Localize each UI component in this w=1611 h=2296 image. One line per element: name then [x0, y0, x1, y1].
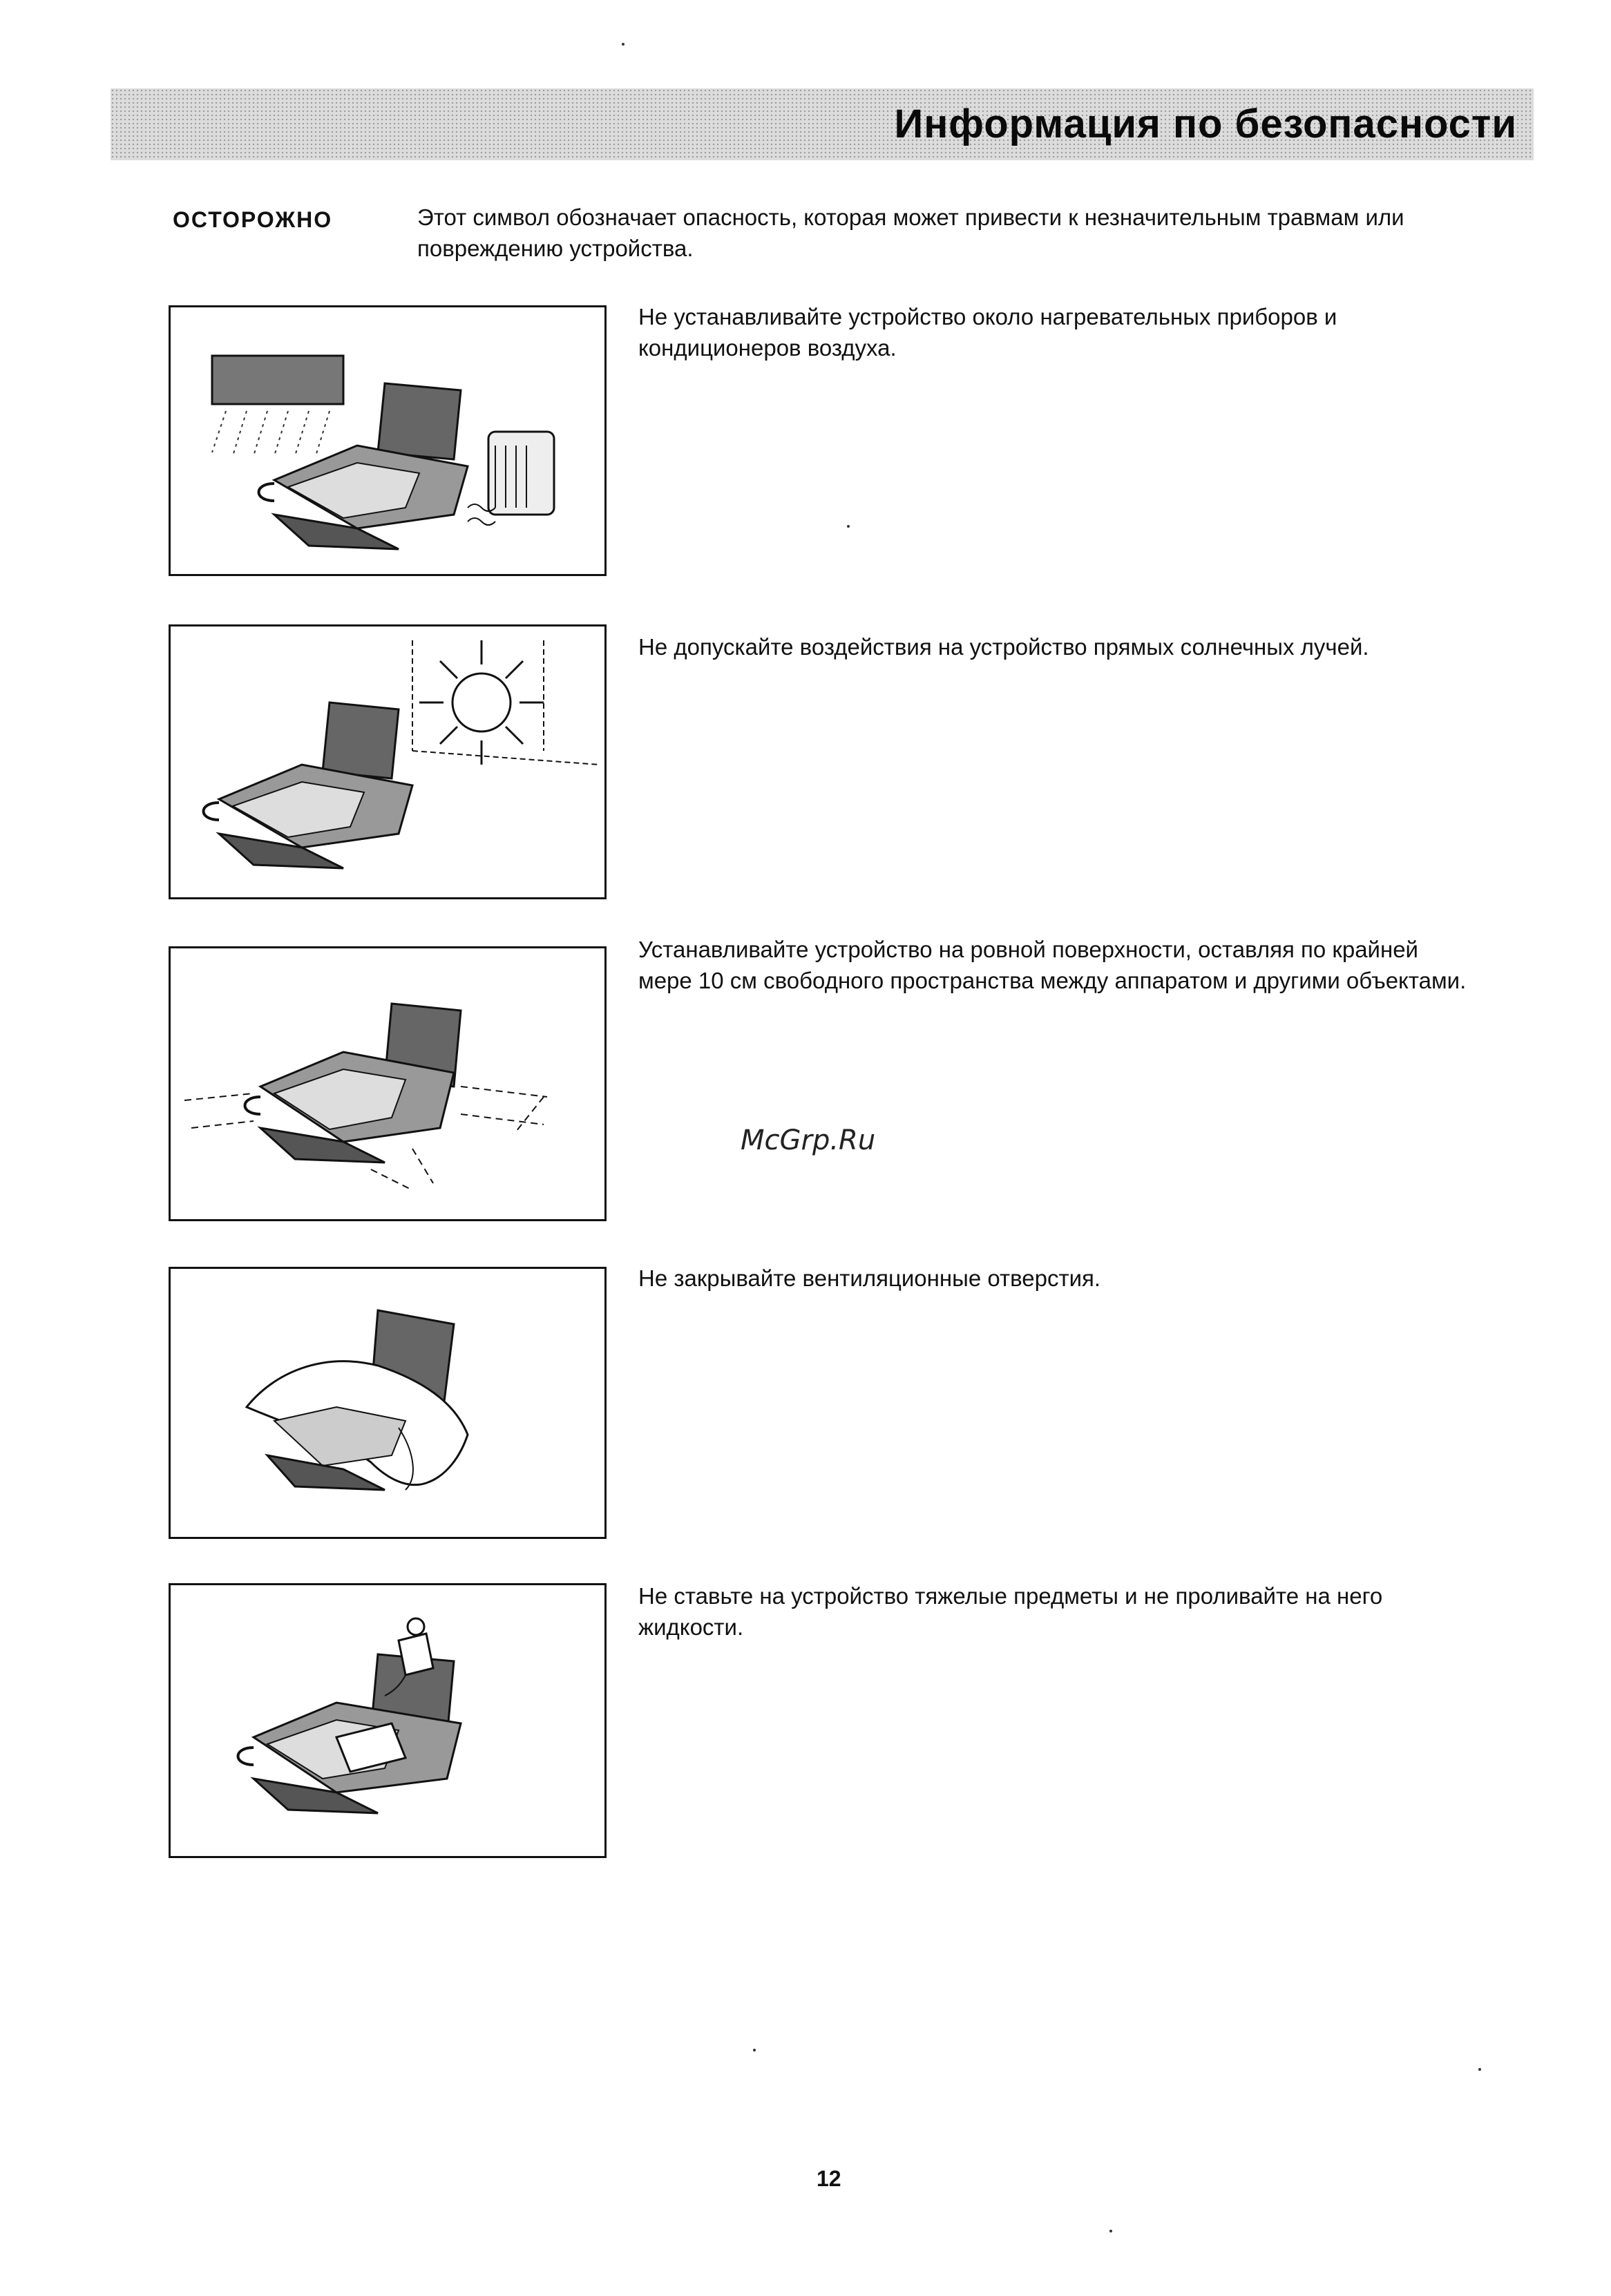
caution-label: ОСТОРОЖНО — [173, 207, 333, 232]
scan-speck — [1109, 2230, 1112, 2232]
instruction-text-2: Не допускайте воздействия на устройство прямых солнечных лучей. — [638, 634, 1369, 660]
scan-speck — [753, 2049, 756, 2051]
fax-covered-drawing — [171, 1269, 604, 1537]
instruction-text-1: Не устанавливайте устройство около нагревательных приборов и кондиционеров воздуха. — [638, 304, 1337, 361]
illustration-fax-covered — [169, 1267, 607, 1539]
instruction-text-3: Устанавливайте устройство на ровной поверхности, оставляя по крайней мере 10 см свободного пространства между аппаратом и другими объектами. — [638, 937, 1467, 993]
illustration-fax-clearance — [169, 946, 607, 1221]
illustration-fax-sunlight — [169, 624, 607, 899]
page-title: Информация по безопасности — [894, 102, 1517, 146]
page-number: 12 — [817, 2166, 841, 2191]
scan-speck — [622, 43, 625, 46]
header-band — [111, 88, 1534, 160]
scan-speck — [847, 525, 850, 528]
illustration-fax-objects — [169, 1583, 607, 1858]
instruction-text-4: Не закрывайте вентиляционные отверстия. — [638, 1265, 1101, 1291]
fax-heater-drawing — [171, 307, 604, 574]
fax-objects-drawing — [171, 1585, 604, 1856]
instruction-text-5: Не ставьте на устройство тяжелые предметы и не проливайте на него жидкости. — [638, 1583, 1383, 1640]
watermark: McGrp.Ru — [741, 1125, 876, 1156]
caution-text: Этот символ обозначает опасность, которая может привести к незначительным травмам или повреждению устройства. — [417, 204, 1404, 261]
illustration-fax-near-heater — [169, 305, 607, 576]
fax-clearance-drawing — [171, 948, 604, 1219]
fax-sunlight-drawing — [171, 626, 604, 897]
scan-speck — [1478, 2068, 1481, 2071]
